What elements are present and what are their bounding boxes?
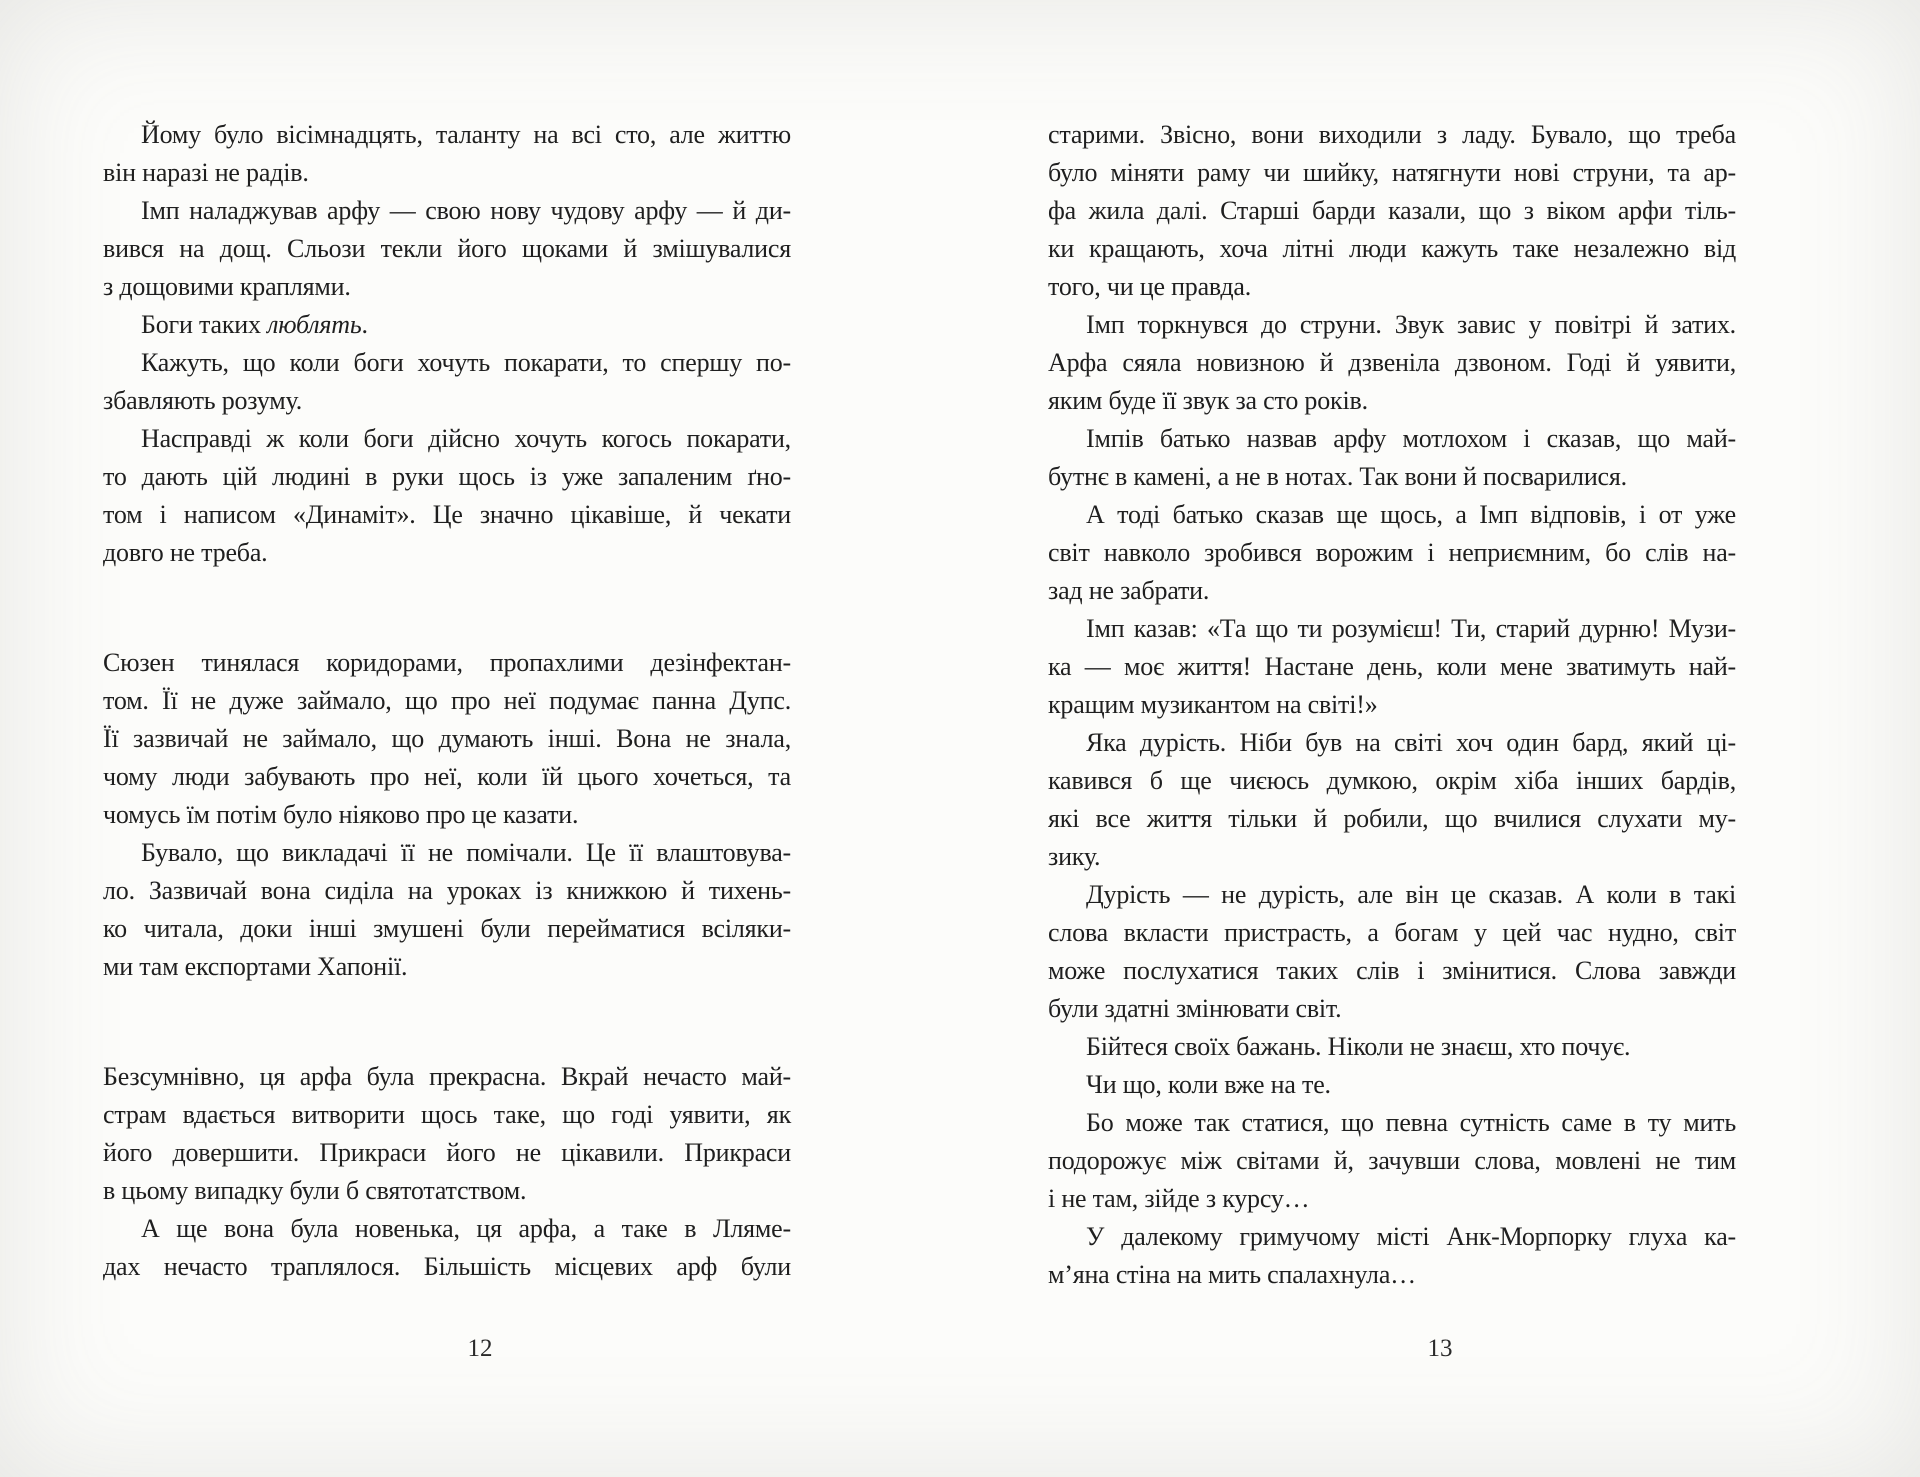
- text-segment: фа жила далі. Старші барди казали, що з віком арфи тіль-: [1048, 196, 1736, 225]
- text-segment: були здатні змінювати світ.: [1048, 994, 1342, 1023]
- text-segment: Чи що, коли вже на те.: [1086, 1070, 1331, 1099]
- text-segment: старими. Звісно, вони виходили з ладу. Бувало, що треба: [1048, 120, 1736, 149]
- text-line: [1048, 344, 1736, 382]
- paragraph: [103, 644, 791, 834]
- text-segment: було міняти раму чи шийку, натягнути нові струни, та ар-: [1048, 158, 1736, 187]
- text-line: [1048, 1066, 1736, 1104]
- text-segment: Імп торкнувся до струни. Звук завис у повітрі й затих.: [1086, 310, 1736, 339]
- text-segment: які все життя тільки й робили, що вчилися слухати му-: [1048, 804, 1736, 833]
- text-line: [1048, 154, 1736, 192]
- text-segment: бутнє в камені, а не в нотах. Так вони й посварилися.: [1048, 462, 1627, 491]
- text-line: [103, 268, 791, 306]
- text-line: [1048, 914, 1736, 952]
- text-segment: збавляють розуму.: [103, 386, 303, 415]
- text-segment: У далекому гримучому місті Анк-Морпорку глуха ка-: [1086, 1222, 1736, 1251]
- text-line: [103, 306, 791, 344]
- text-line: [1048, 762, 1736, 800]
- text-segment: ко читала, доки інші змушені були перейматися всіляки-: [103, 914, 791, 943]
- text-line: [1048, 686, 1736, 724]
- text-line: [1048, 990, 1736, 1028]
- text-segment: Бо може так статися, що певна сутність саме в ту мить: [1086, 1108, 1736, 1137]
- paragraph: [1048, 496, 1736, 610]
- text-segment: том і написом «Динаміт». Це значно цікавіше, й чекати: [103, 500, 791, 529]
- text-segment: його довершити. Прикраси його не цікавили. Прикраси: [103, 1138, 791, 1167]
- text-line: [1048, 496, 1736, 534]
- text-segment: ка — моє життя! Настане день, коли мене зватимуть най-: [1048, 652, 1736, 681]
- paragraph: [1048, 420, 1736, 496]
- text-segment: Насправді ж коли боги дійсно хочуть когось покарати,: [141, 424, 791, 453]
- text-line: [103, 116, 791, 154]
- text-line: [103, 758, 791, 796]
- text-line: [1048, 1028, 1736, 1066]
- text-segment: Бійтеся своїх бажань. Ніколи не знаєш, хто почує.: [1086, 1032, 1631, 1061]
- text-line: [103, 682, 791, 720]
- text-segment: том. Її не дуже займало, що про неї подумає панна Дупс.: [103, 686, 791, 715]
- text-segment: ки кращають, хоча літні люди кажуть таке незалежно від: [1048, 234, 1736, 263]
- text-line: [1048, 724, 1736, 762]
- text-segment: Дурість — не дурість, але він це сказав. А коли в такі: [1086, 880, 1736, 909]
- text-line: [1048, 1142, 1736, 1180]
- text-line: [103, 1248, 791, 1286]
- text-line: [103, 192, 791, 230]
- text-segment: то дають цій людині в руки щось із уже запаленим ґно-: [103, 462, 791, 491]
- text-segment: вився на дощ. Сльози текли його щоками й змішувалися: [103, 234, 791, 263]
- text-segment: Імп казав: «Та що ти розумієш! Ти, старий дурню! Музи-: [1086, 614, 1736, 643]
- text-line: [1048, 838, 1736, 876]
- paragraph: [103, 1058, 791, 1210]
- text-line: [1048, 648, 1736, 686]
- paragraph: [1048, 1066, 1736, 1104]
- text-segment: Імп наладжував арфу — свою нову чудову арфу — й ди-: [141, 196, 791, 225]
- text-segment: чому люди забувають про неї, коли їй цього хочеться, та: [103, 762, 791, 791]
- text-line: [103, 1096, 791, 1134]
- paragraph: [103, 192, 791, 306]
- text-segment: А ще вона була новенька, ця арфа, а таке в Лляме-: [141, 1214, 791, 1243]
- text-segment: м’яна стіна на мить спалахнула…: [1048, 1260, 1416, 1289]
- text-segment: яким буде її звук за сто років.: [1048, 386, 1368, 415]
- paragraph: [1048, 116, 1736, 306]
- text-segment: і не там, зійде з курсу…: [1048, 1184, 1310, 1213]
- text-segment: Сюзен тинялася коридорами, пропахлими дезінфектан-: [103, 648, 791, 677]
- text-line: [103, 420, 791, 458]
- text-segment: ми там експортами Хапонії.: [103, 952, 408, 981]
- text-line: [1048, 1218, 1736, 1256]
- text-line: [1048, 876, 1736, 914]
- text-segment: Яка дурість. Ніби був на світі хоч один бард, який ці-: [1086, 728, 1736, 757]
- text-line: [103, 382, 791, 420]
- text-segment: Безсумнівно, ця арфа була прекрасна. Вкрай нечасто май-: [103, 1062, 791, 1091]
- text-segment: Йому було вісімнадцять, таланту на всі сто, але життю: [141, 120, 791, 149]
- italic-text: люблять: [267, 310, 362, 339]
- page-number-left: 12: [467, 1335, 493, 1362]
- paragraph: [1048, 1104, 1736, 1218]
- text-line: [1048, 230, 1736, 268]
- text-line: [1048, 534, 1736, 572]
- text-segment: слова вкласти пристрасть, а богам у цей час нудно, світ: [1048, 918, 1736, 947]
- text-segment: кращим музикантом на світі!»: [1048, 690, 1378, 719]
- text-line: [103, 496, 791, 534]
- right-page-text: [1048, 116, 1736, 1294]
- paragraph: [103, 834, 791, 986]
- text-segment: Кажуть, що коли боги хочуть покарати, то спершу по-: [141, 348, 791, 377]
- paragraph: [1048, 1028, 1736, 1066]
- text-segment: він наразі не радів.: [103, 158, 309, 187]
- text-line: [1048, 1104, 1736, 1142]
- text-line: [1048, 800, 1736, 838]
- text-line: [103, 154, 791, 192]
- paragraph: [1048, 876, 1736, 1028]
- text-line: [103, 1172, 791, 1210]
- text-segment: чомусь їм потім було ніяково про це казати.: [103, 800, 579, 829]
- text-segment: А тоді батько сказав ще щось, а Імп відповів, і от уже: [1086, 500, 1736, 529]
- text-line: [1048, 268, 1736, 306]
- text-line: [1048, 116, 1736, 154]
- text-line: [103, 1210, 791, 1248]
- text-line: [103, 534, 791, 572]
- paragraph: [1048, 306, 1736, 420]
- text-line: [1048, 382, 1736, 420]
- text-segment: зад не забрати.: [1048, 576, 1210, 605]
- left-page-text: [103, 116, 791, 1286]
- text-segment: Арфа сяяла новизною й дзвеніла дзвоном. Годі й уявити,: [1048, 348, 1736, 377]
- paragraph: [1048, 610, 1736, 724]
- text-segment: світ навколо зробився ворожим і неприємним, бо слів на-: [1048, 538, 1736, 567]
- text-line: [103, 458, 791, 496]
- text-line: [1048, 610, 1736, 648]
- text-line: [103, 344, 791, 382]
- paragraph: [103, 306, 791, 344]
- paragraph: [103, 344, 791, 420]
- paragraph: [103, 420, 791, 572]
- text-segment: дах нечасто траплялося. Більшість місцевих арф були: [103, 1252, 791, 1281]
- paragraph: [103, 116, 791, 192]
- text-line: [103, 720, 791, 758]
- text-line: [1048, 1256, 1736, 1294]
- text-segment: може послухатися таких слів і змінитися. Слова завжди: [1048, 956, 1736, 985]
- text-line: [1048, 306, 1736, 344]
- text-segment: з дощовими краплями.: [103, 272, 351, 301]
- text-line: [103, 644, 791, 682]
- text-segment: .: [361, 310, 368, 339]
- text-segment: в цьому випадку були б святотатством.: [103, 1176, 527, 1205]
- text-segment: Імпів батько назвав арфу мотлохом і сказав, що май-: [1086, 424, 1736, 453]
- text-segment: ло. Зазвичай вона сиділа на уроках із книжкою й тихень-: [103, 876, 791, 905]
- page-number-right: 13: [1427, 1335, 1453, 1362]
- text-line: [103, 910, 791, 948]
- text-segment: Її зазвичай не займало, що думають інші. Вона не знала,: [103, 724, 791, 753]
- text-segment: довго не треба.: [103, 538, 268, 567]
- text-segment: Бувало, що викладачі її не помічали. Це її влаштовува-: [141, 838, 791, 867]
- text-line: [103, 834, 791, 872]
- paragraph: [103, 1210, 791, 1286]
- text-segment: страм вдається витворити щось таке, що годі уявити, як: [103, 1100, 791, 1129]
- text-line: [103, 1134, 791, 1172]
- text-line: [1048, 952, 1736, 990]
- text-line: [103, 1058, 791, 1096]
- paragraph: [1048, 724, 1736, 876]
- text-line: [1048, 572, 1736, 610]
- text-line: [1048, 420, 1736, 458]
- text-segment: того, чи це правда.: [1048, 272, 1252, 301]
- text-segment: кавився б ще чиєюсь думкою, окрім хіба інших бардів,: [1048, 766, 1736, 795]
- text-line: [103, 872, 791, 910]
- text-line: [1048, 192, 1736, 230]
- text-segment: Боги таких: [141, 310, 268, 339]
- text-line: [1048, 458, 1736, 496]
- text-line: [103, 230, 791, 268]
- text-line: [1048, 1180, 1736, 1218]
- text-line: [103, 796, 791, 834]
- text-segment: подорожує між світами й, зачувши слова, мовлені не тим: [1048, 1146, 1736, 1175]
- paragraph: [1048, 1218, 1736, 1294]
- text-line: [103, 948, 791, 986]
- text-segment: зику.: [1048, 842, 1101, 871]
